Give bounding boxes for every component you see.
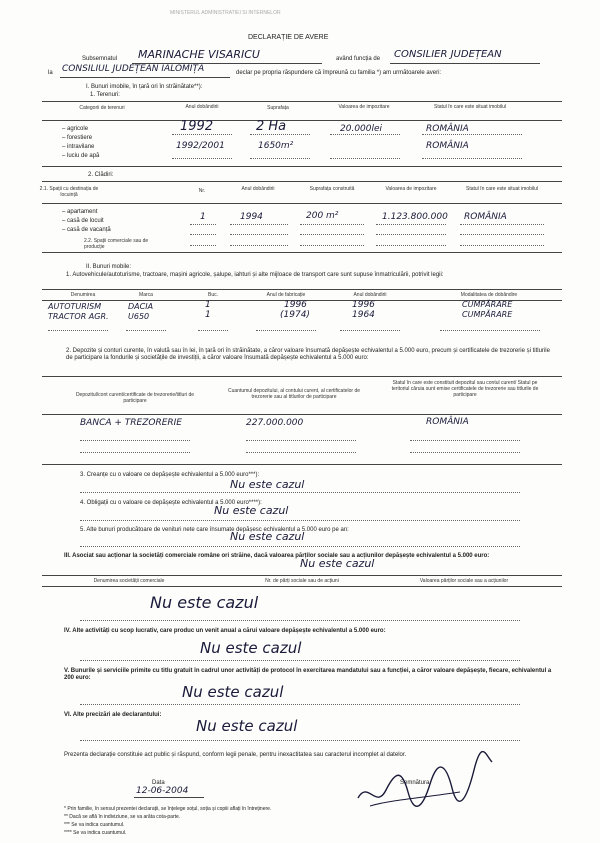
vehicles-header-year-made: Anul de fabricație (266, 292, 306, 298)
dash (80, 620, 520, 621)
deposits-header-type: Depozitul/cont curent/certificate de trezorerie/titluri de participare (75, 392, 195, 404)
cladiri-table-top (42, 181, 562, 182)
deposits-header-divider (42, 414, 562, 415)
declarant-role: CONSILIER JUDEȚEAN (394, 49, 502, 60)
signature (350, 740, 500, 820)
dash (190, 234, 216, 235)
deposits-paragraph: 2. Depozite și conturi curente, în valută sau în lei, în țară ori în străinătate, a căror valoare însumată depășește echivalentul a 5.000 euro, precum și certificatele de trezorerie și titlurile de participare la fondurile și societățile de investiții, a căror valoare însumată depășește echivalentul a 5.000 euro: (66, 348, 550, 361)
deposits-table-top (42, 376, 562, 377)
dash (460, 245, 544, 246)
terenuri-row2-area: 1650m² (258, 141, 294, 151)
vehicles-table-top (42, 289, 562, 290)
terenuri-category-intravilane: – intravilane (62, 144, 95, 150)
terenuri-header-country: Statul în care este situat imobilul (434, 104, 506, 110)
page-title: DECLARAȚIE DE AVERE (248, 34, 329, 41)
vehicle-2-qty: 1 (205, 310, 211, 320)
dash (80, 660, 520, 661)
cladiri-header-country: Statul în care este situat imobilul (466, 186, 538, 192)
terenuri-header-area: Suprafața (267, 105, 289, 111)
terenuri-category-forestiere: – forestiere (62, 135, 93, 141)
cladiri-type-casa-locuit: – casă de locuit (62, 218, 104, 224)
role-underline (390, 63, 540, 64)
dash (80, 546, 520, 547)
section-iii-header-name: Denumirea societății comerciale (93, 578, 165, 584)
dash (172, 134, 232, 135)
section-iv-answer: Nu este cazul (200, 639, 302, 657)
section-iv-heading: IV. Alte activități cu scop lucrativ, care produc un venit anual a cărui valoare depășește echivalentul a 5.000 euro: (64, 628, 386, 634)
signature-label: Semnătura (400, 780, 430, 786)
dash (460, 224, 544, 225)
dash (246, 440, 356, 441)
footnote-1: * Prin familie, în sensul prezentei declarații, se înțelege soțul, soția și copiii aflați în întreținere. (64, 806, 272, 812)
terenuri-row1-area: 2 Ha (256, 119, 287, 134)
vehicle-1-brand: DACIA (128, 302, 154, 311)
section-iii-header-count: Nr. de părți sociale sau de acțiuni (265, 578, 339, 584)
date-value: 12-06-2004 (136, 786, 189, 796)
cladiri-row-country: ROMÂNIA (464, 212, 507, 222)
deposit-type: BANCA + TREZORERIE (80, 418, 182, 428)
dash (230, 245, 288, 246)
vehicles-paragraph: 1. Autovehicule/autoturisme, tractoare, mașini agricole, șalupe, iahturi și alte mijloace de transport care sunt supuse înmatriculării, potrivit legii: (66, 272, 444, 278)
institution-underline (60, 77, 230, 78)
dash (246, 452, 356, 453)
dash (80, 452, 190, 453)
cladiri-table-bottom (42, 252, 562, 253)
terenuri-table-bottom (42, 166, 562, 167)
deposits-table-bottom (42, 464, 562, 465)
dash (48, 330, 108, 331)
dash (422, 158, 522, 159)
cladiri-header-year: Anul dobândirii (241, 186, 275, 192)
section-vi-answer: Nu este cazul (196, 717, 298, 735)
obligations-answer: Nu este cazul (214, 504, 289, 517)
cladiri-row-nr: 1 (200, 212, 206, 222)
la-label: la (48, 70, 53, 76)
claims-paragraph: 3. Creanțe cu o valoare ce depășește echivalentul a 5.000 euro***): (80, 472, 260, 478)
dash (330, 158, 400, 159)
date-label: Data (152, 780, 165, 786)
cladiri-header-area: Suprafața construită (309, 186, 355, 192)
closing-statement: Prezenta declarație constituie act public și răspund, conform legii penale, pentru inexactitatea sau caracterul incomplet al datelor. (64, 752, 407, 758)
footnote-2: ** Dacă se află în indiviziune, se va arăta cota-parte. (64, 814, 181, 820)
terenuri-row1-country: ROMÂNIA (426, 124, 469, 134)
vehicles-header-qty: Buc. (207, 292, 218, 298)
dash (330, 134, 400, 135)
vehicle-2-year-acq: 1964 (352, 310, 375, 320)
vehicle-2-mode: CUMPĂRARE (462, 310, 513, 319)
terenuri-row2-country: ROMÂNIA (426, 141, 469, 151)
terenuri-header-value: Valoarea de impozitare (338, 104, 390, 110)
declaration-intro: declar pe propria răspundere că împreună cu familia *) am următoarele averi: (236, 70, 442, 76)
vehicles-header-brand: Marca (139, 292, 153, 298)
dash (376, 234, 446, 235)
vehicle-2-year-made: (1974) (280, 310, 310, 320)
dash (376, 245, 446, 246)
vehicles-header-name: Denumirea (70, 292, 96, 298)
dash (410, 440, 520, 441)
vehicle-1-year-acq: 1996 (352, 300, 375, 310)
terenuri-heading: 1. Terenuri: (90, 92, 120, 98)
function-label: având funcția de (336, 56, 381, 62)
dash (410, 452, 520, 453)
dash (190, 245, 216, 246)
vehicles-header-mode: Modalitatea de dobândire (460, 292, 518, 298)
dash (256, 330, 316, 331)
dash (440, 330, 540, 331)
terenuri-category-agricole: – agricole (62, 126, 89, 132)
cladiri-header-divider (42, 203, 562, 204)
cladiri-type-casa-vacanta: – casă de vacanță (62, 227, 111, 233)
footnote-3: *** Se va indica cuantumul. (64, 822, 125, 828)
section-vi-heading: VI. Alte precizări ale declarantului: (64, 712, 162, 718)
dash (80, 704, 520, 705)
vehicle-1-mode: CUMPĂRARE (462, 300, 513, 309)
dash (80, 520, 520, 521)
terenuri-row1-year: 1992 (180, 119, 214, 134)
cladiri-header-type: 2.1. Spații cu destinația de locuință (39, 186, 99, 198)
cladiri-commercial-label: 2.2. Spații comerciale sau de producție (84, 238, 149, 250)
dash (230, 234, 288, 235)
dash (300, 245, 364, 246)
section-i-heading: I. Bunuri imobile, în țară ori în străinătate**): (86, 84, 203, 90)
vehicles-header-year-acq: Anul dobândirii (353, 292, 387, 298)
cladiri-header-value: Valoarea de impozitare (385, 186, 437, 192)
dash (250, 158, 310, 159)
other-assets-paragraph: 5. Alte bunuri producătoare de venituri nete care însumate depășesc echivalentul a 5.000 euro pe an: (80, 527, 349, 533)
footnote-4: **** Se va indica cuantumul. (64, 830, 127, 836)
terenuri-header-category: Categorii de terenuri (79, 105, 125, 111)
dash (230, 224, 288, 225)
terenuri-header-divider (42, 120, 562, 121)
subsemnatul-label: Subsemnatul (82, 56, 118, 62)
dash (300, 234, 364, 235)
section-iii-heading-answer: Nu este cazul (300, 557, 375, 570)
dash (172, 158, 232, 159)
section-iii-table-top (42, 575, 562, 576)
faint-header-text: MINISTERUL ADMINISTRATIEI SI INTERNELOR (170, 10, 281, 16)
dash (80, 492, 520, 493)
cladiri-row-year: 1994 (240, 212, 263, 222)
terenuri-row1-value: 20.000lei (340, 124, 383, 134)
dash (80, 440, 190, 441)
section-v-heading: V. Bunurile și serviciile primite cu titlu gratuit în cadrul unor activități de protocol în exercitarea mandatului sau a funcției, a căror valoare depășește, fiecare, echivalentul a 200 euro: (64, 668, 552, 681)
deposit-amount: 227.000.000 (246, 418, 304, 428)
other-assets-answer: Nu este cazul (230, 530, 305, 543)
vehicle-2-name: TRACTOR AGR. (48, 312, 109, 321)
deposits-header-country: Statul în care este constituit depozitul sau contul curent/ Statul pe teritoriul căruia sunt emise certificatele de trezorerie sau titlurile de participare (391, 380, 539, 398)
dash (460, 234, 544, 235)
section-iii-header-value: Valoarea părților sociale sau a acțiunilor (419, 578, 509, 584)
dash (376, 224, 446, 225)
deposit-country: ROMÂNIA (426, 417, 469, 427)
institution-name: CONSILIUL JUDEȚEAN IALOMIȚA (62, 64, 205, 74)
dash (126, 330, 166, 331)
section-iii-heading: III. Asociat sau acționar la societăți comerciale române ori străine, dacă valoarea părților sociale sau a acțiunilor depășește echivalentul a 5.000 euro: (64, 553, 490, 559)
dash (190, 224, 216, 225)
terenuri-category-luciu-apa: – luciu de apă (62, 153, 100, 159)
cladiri-row-area: 200 m² (306, 211, 339, 221)
dash (198, 330, 228, 331)
cladiri-row-value: 1.123.800.000 (382, 212, 448, 222)
date-underline (134, 797, 204, 798)
vehicle-1-qty: 1 (205, 300, 211, 310)
terenuri-row2-year: 1992/2001 (176, 141, 225, 151)
vehicle-1-name: AUTOTURISM (48, 302, 102, 311)
dash (300, 224, 364, 225)
terenuri-table-top (42, 101, 562, 102)
cladiri-type-apartament: – apartament (62, 209, 98, 215)
obligations-paragraph: 4. Obligații cu o valoare ce depășește echivalentul a 5.000 euro****): (80, 500, 262, 506)
terenuri-header-year: Anul dobândirii (185, 104, 219, 110)
cladiri-header-nr: Nr. (198, 188, 206, 194)
dash (250, 134, 310, 135)
claims-answer: Nu este cazul (230, 478, 305, 491)
section-iii-header-divider (42, 586, 562, 587)
deposits-header-amount: Cuantumul depozitului, al contului curent, al certificatelor de trezorerie sau al titlurilor de participare (227, 388, 361, 400)
vehicle-1-year-made: 1996 (284, 300, 307, 310)
declarant-name: MARINACHE VISARICU (138, 48, 260, 61)
section-iii-answer: Nu este cazul (150, 593, 259, 612)
dash (340, 330, 400, 331)
dash (422, 134, 522, 135)
section-ii-heading: II. Bunuri mobile: (86, 264, 132, 270)
section-v-answer: Nu este cazul (182, 683, 284, 701)
vehicle-2-brand: U650 (128, 312, 150, 321)
cladiri-heading: 2. Clădiri: (88, 172, 114, 178)
